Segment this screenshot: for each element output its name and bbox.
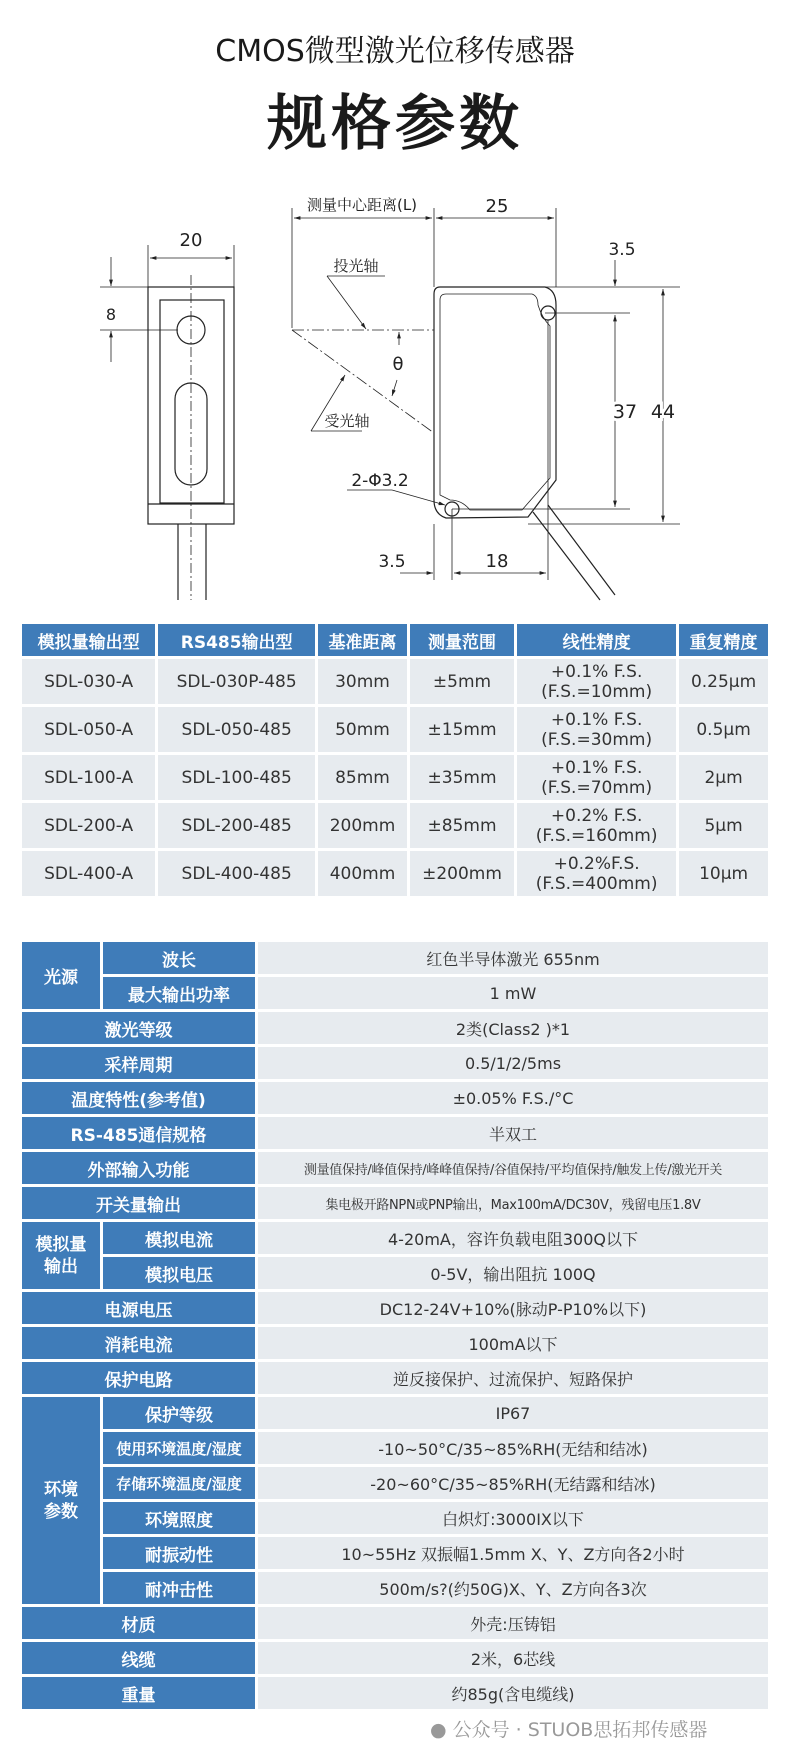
- front-view: [100, 245, 234, 600]
- row-value: 1 mW: [258, 977, 768, 1009]
- cell-text: SDL-050-485: [181, 719, 292, 740]
- cell-text: SDL-030-A: [44, 671, 134, 692]
- table-row: [22, 1047, 768, 1079]
- table-cell: [679, 851, 768, 896]
- table-row: [22, 942, 768, 974]
- cell-text: 85mm: [335, 767, 390, 788]
- cell-text: 50mm: [335, 719, 390, 740]
- table-row: [22, 1222, 768, 1254]
- group-label-text: 模拟量输出: [35, 1234, 87, 1277]
- table-cell: [318, 851, 407, 896]
- table-cell: [410, 707, 514, 752]
- row-label: 激光等级: [22, 1012, 255, 1044]
- cell-text: 400mm: [329, 863, 396, 884]
- col-header: RS485输出型: [158, 624, 315, 656]
- row-label: 耐冲击性: [103, 1572, 255, 1604]
- row-label: 使用环境温度/湿度: [103, 1432, 255, 1464]
- row-value: 集电极开路NPN或PNP输出，Max100mA/DC30V，残留电压1.8V: [258, 1187, 768, 1219]
- row-value: 外壳:压铸铝: [258, 1607, 768, 1639]
- col-header: 线性精度: [517, 624, 676, 656]
- row-value: 0-5V，输出阻抗 100Q: [258, 1257, 768, 1289]
- table-row: [22, 1012, 768, 1044]
- cell-text: 0.5μm: [696, 719, 751, 740]
- spec-table: [19, 939, 771, 1712]
- cell-text: (F.S.=70mm): [541, 777, 653, 798]
- table-cell: [318, 659, 407, 704]
- holes-label: 2-Φ3.2: [351, 471, 409, 491]
- row-label: 最大输出功率: [103, 977, 255, 1009]
- table-row: [22, 1082, 768, 1114]
- table-cell: [517, 851, 676, 896]
- row-label: 存储环境温度/湿度: [103, 1467, 255, 1499]
- row-value: 测量值保持/峰值保持/峰峰值保持/谷值保持/平均值保持/触发上传/激光开关: [258, 1152, 768, 1184]
- col-header: 基准距离: [318, 624, 407, 656]
- page-title: 规格参数: [267, 89, 523, 159]
- cell-text: +0.1% F.S.: [550, 661, 643, 682]
- dim-front-width: 20: [179, 230, 203, 251]
- table-cell: [517, 755, 676, 800]
- row-value: -10~50°C/35~85%RH(无结和结冰): [258, 1432, 768, 1464]
- row-value: -20~60°C/35~85%RH(无结露和结冰): [258, 1467, 768, 1499]
- table-cell: [158, 803, 315, 848]
- row-label: RS-485通信规格: [22, 1117, 255, 1149]
- table-cell: [679, 803, 768, 848]
- table-cell: [318, 803, 407, 848]
- dim-center-distance: 测量中心距离(L): [306, 196, 418, 214]
- table-cell: [158, 659, 315, 704]
- cell-text: +0.1% F.S.: [550, 709, 643, 730]
- row-label: 模拟电压: [103, 1257, 255, 1289]
- cell-text: SDL-100-A: [44, 767, 134, 788]
- table-row: [22, 1502, 768, 1534]
- col-header: 重复精度: [679, 624, 768, 656]
- table-row: [22, 1117, 768, 1149]
- row-label: 材质: [22, 1607, 255, 1639]
- table-cell: [517, 659, 676, 704]
- cell-text: ±200mm: [422, 863, 502, 884]
- table-row: [22, 1607, 768, 1639]
- table-row: [22, 1537, 768, 1569]
- cell-text: +0.2% F.S.: [550, 805, 643, 826]
- table-row: [22, 1327, 768, 1359]
- dim-hole-span: 18: [485, 551, 509, 572]
- cell-text: ±85mm: [427, 815, 497, 836]
- table-row: [22, 707, 768, 752]
- table-cell: [679, 707, 768, 752]
- table-cell: [22, 851, 155, 896]
- table-cell: [158, 755, 315, 800]
- receive-axis-label: 受光轴: [324, 412, 370, 430]
- row-value: IP67: [258, 1397, 768, 1429]
- dim-front-offset: 8: [105, 305, 117, 324]
- row-value: 逆反接保护、过流保护、短路保护: [258, 1362, 768, 1394]
- table-cell: [158, 707, 315, 752]
- row-label: 环境照度: [103, 1502, 255, 1534]
- angle-label: θ: [392, 354, 404, 375]
- table-cell: [517, 803, 676, 848]
- cell-text: (F.S.=30mm): [541, 729, 653, 750]
- row-value: ±0.05% F.S./°C: [258, 1082, 768, 1114]
- row-group-label: 光源: [22, 942, 100, 1009]
- group-label-text: 环境参数: [44, 1479, 78, 1522]
- table-row: [22, 803, 768, 848]
- model-table: [19, 621, 771, 899]
- table-cell: [22, 659, 155, 704]
- table-row: [22, 851, 768, 896]
- row-value: 100mA以下: [258, 1327, 768, 1359]
- cell-text: +0.1% F.S.: [550, 757, 643, 778]
- table-cell: [517, 707, 676, 752]
- row-value: 10~55Hz 双振幅1.5mm X、Y、Z方向各2小时: [258, 1537, 768, 1569]
- row-value: 半双工: [258, 1117, 768, 1149]
- table-cell: [22, 707, 155, 752]
- dim-hole-offset-left: 3.5: [378, 552, 406, 572]
- cell-text: SDL-400-485: [181, 863, 292, 884]
- row-value: 500m/s?(约50G)X、Y、Z方向各3次: [258, 1572, 768, 1604]
- cell-text: ±15mm: [427, 719, 497, 740]
- cell-text: 5μm: [704, 815, 743, 836]
- cell-text: 2μm: [704, 767, 743, 788]
- row-label: 模拟电流: [103, 1222, 255, 1254]
- cell-text: (F.S.=400mm): [535, 873, 658, 894]
- table-cell: [22, 755, 155, 800]
- table-row: [22, 977, 768, 1009]
- row-value: 0.5/1/2/5ms: [258, 1047, 768, 1079]
- cell-text: (F.S.=10mm): [541, 681, 653, 702]
- watermark: [430, 1715, 707, 1742]
- row-label: 波长: [103, 942, 255, 974]
- watermark-text: 公众号 · STUOB思拓邦传感器: [452, 1719, 708, 1741]
- row-value: 白炽灯:3000IX以下: [258, 1502, 768, 1534]
- product-title: CMOS微型激光位移传感器: [215, 34, 575, 69]
- table-row: [22, 1572, 768, 1604]
- dimension-drawing: [0, 0, 790, 620]
- row-label: 采样周期: [22, 1047, 255, 1079]
- table-cell: [679, 755, 768, 800]
- row-label: 外部输入功能: [22, 1152, 255, 1184]
- row-label: 消耗电流: [22, 1327, 255, 1359]
- table-row: [22, 659, 768, 704]
- dim-hole-offset-top: 3.5: [608, 240, 636, 260]
- emit-axis-label: 投光轴: [333, 257, 379, 275]
- cell-text: ±5mm: [432, 671, 492, 692]
- row-label: 耐振动性: [103, 1537, 255, 1569]
- row-label: 温度特性(参考值): [22, 1082, 255, 1114]
- cell-text: SDL-200-A: [44, 815, 134, 836]
- cell-text: SDL-200-485: [181, 815, 292, 836]
- row-label: 电源电压: [22, 1292, 255, 1324]
- dim-hole-spacing: 37: [612, 401, 638, 423]
- table-row: [22, 755, 768, 800]
- row-value: 2类(Class2 )*1: [258, 1012, 768, 1044]
- cell-text: ±35mm: [427, 767, 497, 788]
- row-group-label: [22, 1397, 100, 1604]
- cell-text: 0.25μm: [690, 671, 757, 692]
- row-group-label: [22, 1222, 100, 1289]
- table-cell: [318, 707, 407, 752]
- table-cell: [410, 851, 514, 896]
- row-label: 保护等级: [103, 1397, 255, 1429]
- table-cell: [410, 803, 514, 848]
- table-row: [22, 1397, 768, 1429]
- table-cell: [410, 659, 514, 704]
- table-cell: [679, 659, 768, 704]
- cell-text: 30mm: [335, 671, 390, 692]
- table-row: [22, 1257, 768, 1289]
- cell-text: SDL-050-A: [44, 719, 134, 740]
- row-label: 保护电路: [22, 1362, 255, 1394]
- table-row: [22, 1362, 768, 1394]
- row-label: 开关量输出: [22, 1187, 255, 1219]
- row-value: 2米，6芯线: [258, 1642, 768, 1674]
- row-value: DC12-24V+10%(脉动P-P10%以下): [258, 1292, 768, 1324]
- row-value: 红色半导体激光 655nm: [258, 942, 768, 974]
- table-cell: [318, 755, 407, 800]
- cell-text: +0.2%F.S.: [553, 853, 640, 874]
- table-row: [22, 1432, 768, 1464]
- table-row: [22, 1642, 768, 1674]
- row-label: 重量: [22, 1677, 255, 1709]
- cell-text: SDL-100-485: [181, 767, 292, 788]
- row-value: 约85g(含电缆线): [258, 1677, 768, 1709]
- cell-text: SDL-400-A: [44, 863, 134, 884]
- table-row: [22, 1292, 768, 1324]
- table-row: [22, 1152, 768, 1184]
- dim-height: 44: [650, 401, 676, 423]
- table-row: [22, 1467, 768, 1499]
- wechat-icon: ●: [430, 1719, 447, 1741]
- table-cell: [410, 755, 514, 800]
- cell-text: SDL-030P-485: [176, 671, 297, 692]
- row-label: 线缆: [22, 1642, 255, 1674]
- cell-text: (F.S.=160mm): [535, 825, 658, 846]
- row-value: 4-20mA，容许负载电阻300Q以下: [258, 1222, 768, 1254]
- cell-text: 10μm: [699, 863, 749, 884]
- table-row: [22, 1677, 768, 1709]
- table-cell: [158, 851, 315, 896]
- cell-text: 200mm: [329, 815, 396, 836]
- table-cell: [22, 803, 155, 848]
- table-row: [22, 1187, 768, 1219]
- dim-depth: 25: [485, 196, 509, 217]
- col-header: 测量范围: [410, 624, 514, 656]
- col-header: 模拟量输出型: [22, 624, 155, 656]
